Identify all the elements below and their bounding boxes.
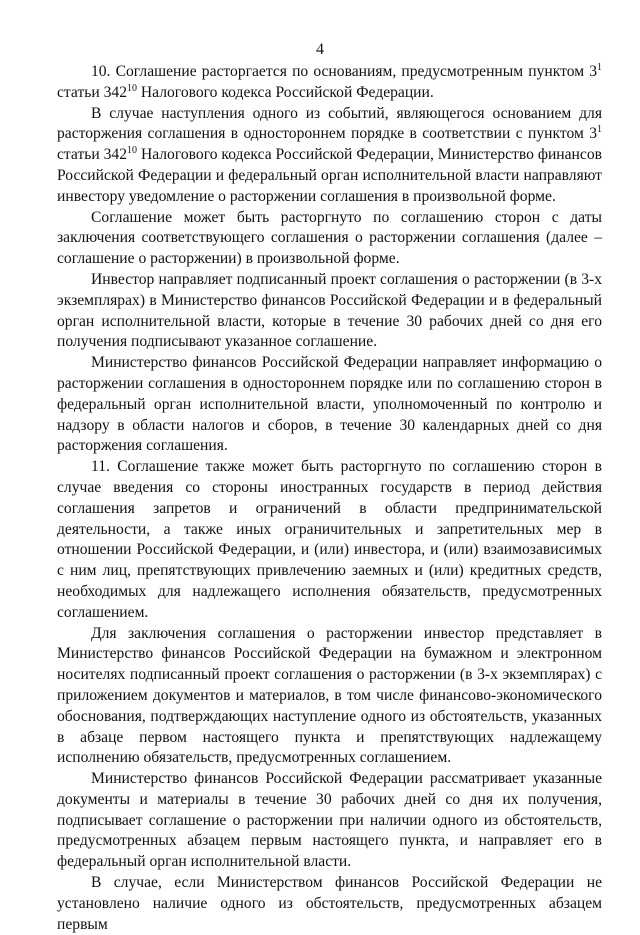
text-run: Налогового кодекса Российской Федерации, Министерство финансов Российской Федерации и федеральный орган исполнительной власти направляют инвестору уведомление о расторжении соглашения в произвольной форме.: [57, 146, 602, 205]
text-run: Министерство финансов Российской Федерации рассматривает указанные документы и материалы в течение 30 рабочих дней со дня их получения, подписывает соглашение о расторжении при наличии одного из обстоятельств, предусмотренных абзацем первым настоящего пункта, и направляет его в федеральный орган исполнительной власти.: [57, 770, 602, 871]
text-run: 11. Соглашение также может быть расторгнуто по соглашению сторон в случае введения со стороны иностранных государств в период действия соглашения запретов и ограничений в области предпринимательской деятельности, а также иных ограничительных и запретительных мер в отношении Российской Федерации, и (или) инвестора, и (или) взаимозависимых с ним лиц, препятствующих привлечению заемных и (или) кредитных средств, необходимых для надлежащего исполнения обязательств, предусмотренных соглашением.: [57, 458, 602, 621]
text-run: В случае, если Министерством финансов Российской Федерации не установлено наличие одного из обстоятельств, предусмотренных абзацем первым: [57, 874, 602, 933]
paragraph: [57, 353, 602, 457]
page-number: 4: [316, 41, 324, 58]
paragraph: [57, 769, 602, 873]
text-run: статьи 342: [57, 83, 128, 101]
paragraph: [57, 270, 602, 353]
paragraph: [57, 104, 602, 208]
text-run: статьи 342: [57, 146, 128, 164]
text-run: Соглашение может быть расторгнуто по соглашению сторон с даты заключения соответствующего соглашения о расторжении соглашения (далее – соглашение о расторжении) в произвольной форме.: [57, 208, 602, 268]
document-body: [57, 62, 602, 935]
text-run: Инвестор направляет подписанный проект соглашения о расторжении (в 3-х экземплярах) в Министерство финансов Российской Федерации и в федеральный орган исполнительной власти, которые в течение 30 рабочих дней со дня его получения подписывают указанное соглашение.: [57, 270, 602, 351]
superscript: 1: [597, 62, 602, 73]
text-run: Для заключения соглашения о расторжении инвестор представляет в Министерство финансов Российской Федерации на бумажном и электронном носителях подписанный проект соглашения о расторжении (в 3-х экземплярах) с приложением документов и материалов, в том числе финансово-экономического обоснования, подтверждающих наступление одного из обстоятельств, указанных в абзаце первом настоящего пункта и препятствующих надлежащему исполнению обязательств, предусмотренных соглашением.: [57, 624, 602, 767]
paragraph: [57, 457, 602, 623]
text-run: Налогового кодекса Российской Федерации.: [137, 83, 434, 101]
superscript: 10: [127, 145, 138, 157]
paragraph: [57, 873, 602, 935]
text-run: 10. Соглашение расторгается по основаниям, предусмотренным пунктом 3: [91, 63, 597, 80]
paragraph: [57, 208, 602, 270]
text-run: Министерство финансов Российской Федерации направляет информацию о расторжении соглашения в одностороннем порядке или по соглашению сторон в федеральный орган исполнительной власти, уполномоченный по контролю и надзору в области налогов и сборов, в течение 30 календарных дней со дня расторжения соглашения.: [57, 354, 602, 455]
paragraph: [57, 62, 602, 104]
superscript: 1: [597, 124, 602, 136]
paragraph: [57, 624, 602, 770]
superscript: 10: [127, 82, 138, 94]
text-run: В случае наступления одного из событий, являющегося основанием для расторжения соглашения в одностороннем порядке в соответствии с пунктом 3: [57, 104, 602, 143]
